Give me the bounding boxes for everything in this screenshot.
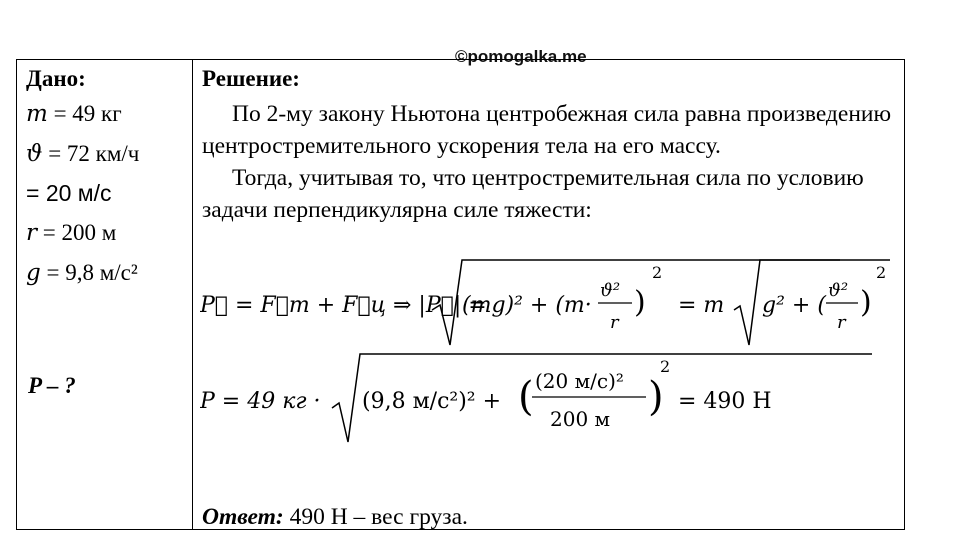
answer-text: 490 Н – вес груза. xyxy=(283,504,468,530)
formula-1-exp: 2 xyxy=(652,263,663,282)
formula-1-exp-2: 2 xyxy=(876,263,887,282)
formula-1-close: ) xyxy=(634,285,646,320)
formula-1-radicand: (mg)² + (m· xyxy=(462,293,592,318)
given-radius: r = 200 м xyxy=(26,220,117,246)
formula-1-frac2-den: r xyxy=(837,312,846,333)
find-quantity: P – ? xyxy=(28,373,76,398)
svg-text:(: ( xyxy=(518,374,534,420)
formula-1-frac-num: ϑ² xyxy=(600,280,621,301)
formula-1-frac2-num: ϑ² xyxy=(828,280,849,301)
column-divider xyxy=(192,59,193,530)
answer-label: Ответ: xyxy=(202,504,284,530)
solution-column xyxy=(202,64,897,226)
given-mass: m = 49 кг xyxy=(26,101,122,127)
given-header: Дано: xyxy=(26,66,86,91)
given-column xyxy=(26,64,191,293)
formula-1-eq2: = m xyxy=(678,293,725,318)
watermark: ©pomogalka.me xyxy=(455,47,587,66)
formula-1 xyxy=(200,250,900,350)
given-gravity: g = 9,8 м/с² xyxy=(26,260,138,286)
formula-1-radicand-2: g² + ( xyxy=(762,293,826,318)
solution-paragraph-1: По 2-му закону Ньютона центробежная сила равна произведению центростремительного ускорения тела на его массу. xyxy=(202,101,892,159)
svg-text:): ) xyxy=(648,374,664,420)
formula-1-close-2: ) xyxy=(860,285,872,320)
formula-2-rhs: = 490 Н xyxy=(678,389,772,414)
formula-2-exp: 2 xyxy=(660,357,671,376)
formula-1-frac-den: r xyxy=(610,312,619,333)
solution-header: Решение: xyxy=(202,66,300,91)
answer-line xyxy=(202,504,468,531)
solution-paragraph-2: Тогда, учитывая то, что центростремительная сила по условию задачи перпендикулярна силе тяжести: xyxy=(202,165,864,223)
formula-2-lhs: P = 49 кг · xyxy=(200,389,321,414)
formula-1-lhs: P⃗ = F⃗т + F⃗ц ⇒ |P⃗| = xyxy=(200,293,487,318)
formula-2 xyxy=(200,350,900,450)
formula-2-frac-den: 200 м xyxy=(550,407,611,431)
formula-2-frac-num: (20 м/с)² xyxy=(535,369,624,393)
formula-2-radicand: (9,8 м/с²)² + xyxy=(362,389,502,414)
given-velocity: ϑ = 72 км/ч xyxy=(26,141,140,167)
given-velocity-si: = 20 м/с xyxy=(26,180,112,206)
